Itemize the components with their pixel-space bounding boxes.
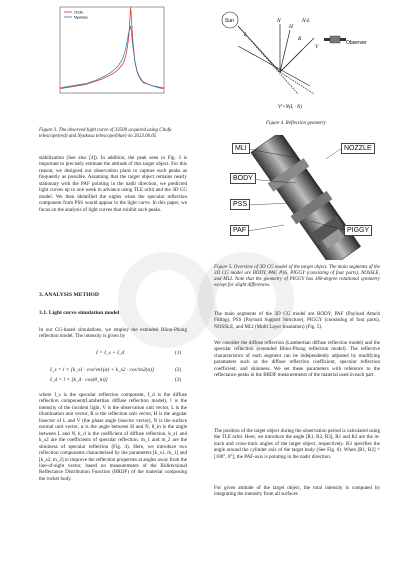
left-paragraph-1: stabilization (See also [4]). In addition, the peak seen in Fig. 3 is important to precisely estimate the attitude of this target object. For this reason, we designed our observation plans to capture such peaks as frequently as possible. Assuming that the target object remains nearly stationary with the PAF pointing in the nadir direction, we predicted light curves up to one week in advance using TLE orbit and the 3D CG model. We then identified the nights when the specular reflection component from PSS would appear in the light curve. In this paper, we focus on the analysis of light curves that exhibit such peaks. (39, 155, 187, 213)
v-label: V (315, 44, 319, 50)
l-label: L (244, 32, 248, 38)
observer-satellite-icon (324, 36, 346, 43)
observer-label: Observer (346, 40, 367, 46)
label-paf: PAF (230, 225, 249, 236)
h-label: H (289, 24, 293, 30)
label-piggy: PIGGY (344, 225, 372, 236)
nl-label: N·L (302, 18, 311, 24)
figure4-caption: Figure 4. Reflection geometry (266, 121, 326, 126)
plot-frame (60, 7, 164, 93)
equation-1: I = I_s + I_d (96, 350, 125, 356)
light-curve-plot (52, 3, 168, 103)
right-paragraph-3: The position of the target object during the observation period is calculated using the TLE orbit. Here, we introduce the angle [R1, R2, R3], R1 and R2 are the in-track and cross-track angles of the target object, respectively. R3 specifies the angle around the cylinder axis of the target body (See Fig. 6). When [R1, R2] = [180°, 0°], the PAF-axis is pointing in the nadir direction. (214, 428, 380, 460)
right-paragraph-2: We consider the diffuse reflection (Lambertian diffuse reflection model) and the specular reflection (extended Blinn-Phong reflection model). The reflective characteristics of each segment can be independently adjusted by modifying parameters such as the diffuse reflection coefficient, specular reflection coefficient, and shininess. We set these parameters with reference to the reflectance peaks in the BRDF measurements of the material used in each part. (214, 340, 380, 379)
sun-label: Sun (225, 18, 234, 24)
n-label: N (277, 18, 281, 24)
formula-label: V'=N(L · N) (278, 105, 302, 110)
equation-3-number: (3) (175, 377, 182, 383)
surface-line (238, 46, 310, 86)
figure5-caption: Figure 5. Overview of 3D CG model of the target object. The main segments of the 3D CG model are BODY, PAF, PSS, PIGGY (consisting of four parts), NOSSLE, and MLI. Note that the geometry of PIGGY has 180-degree rotational symmetry except for slight differences. (214, 265, 380, 289)
v-prime-line (280, 72, 314, 94)
label-mli: MLI (232, 143, 250, 154)
figure3-chart (52, 3, 168, 103)
r-label: R (298, 36, 302, 42)
r-vector (280, 50, 302, 72)
h-vector (280, 30, 290, 72)
figure5-image (226, 135, 382, 260)
label-nozzle: NOZZLE (341, 143, 375, 154)
right-paragraph-4: For given attitude of the target object, the total intensity is computed by integrating the intensity from all surfaces (214, 485, 380, 498)
legend-label-0: Chofu (74, 10, 84, 15)
label-pss: PSS (230, 199, 250, 210)
equation-3: I_d = l × [k_d · cos(θ_in)] (50, 377, 108, 383)
reflection-geometry-diagram (218, 10, 378, 118)
equation-2-number: (2) (175, 367, 182, 373)
equation-2: I_s = l × [k_s1 · cos^m1(α) + k_s2 · cos^m2(α)] (50, 367, 155, 373)
left-paragraph-2: In our CG-based simulations, we employ the extended Blinn-Phong reflection model. The intensity is given by (39, 327, 187, 340)
label-body: BODY (230, 173, 256, 184)
equation-1-number: (1) (175, 350, 182, 356)
legend-label-1: Nyukasa (74, 15, 88, 20)
left-paragraph-3: where I_s is the specular reflection component, I_d is the diffuse reflection component(Lambertian diffuse reflection model), l is the intensity of the incident light, V is the observation unit vector, L is the illumination unit vector, R is the reflection unit vector, H is the angular bisector of L and V (the phase angle bisector vector), N is the surface normal unit vector, α is the angle between H and N, θ_in is the angle between L and N, k_d is the coefficient of diffuse reflection, k_s1 and k_s2 are the coefficients of specular reflection, m_1 and m_2 are the shininess of specular reflection (Fig. 4). Here, we introduce two reflection components characterised by the parameters [k_s1, m_1] and [k_s2, m_2] to improve the reflection properties at angles away from the line-of-sight vector, based on measurements of the Bidirectional Reflectance Distribution Function (BRDF) of the material composing the rocket body. (39, 392, 187, 482)
section-3-1-heading: 3.1. Light curve simulation model (39, 310, 120, 316)
right-paragraph-1: The main segments of the 3D CG model are BODY, PAF (Payload Attach Fitting), PSS (Payload Support Structure), PIGGY (consisting of four parts), NOSSLE, and MLI (Multi Layer Insulation) (Fig. 5). (214, 311, 380, 330)
watermark-ring-2 (198, 252, 294, 348)
figure4-diagram (218, 10, 378, 118)
figure3-caption: Figure 3. The observed light curve of 33500 acquired using Chofu telescope(red) and Nyukasa telescope(blue) on 2023.06.05 (39, 128, 172, 140)
section-3-heading: 3. ANALYSIS METHOD (39, 292, 99, 298)
